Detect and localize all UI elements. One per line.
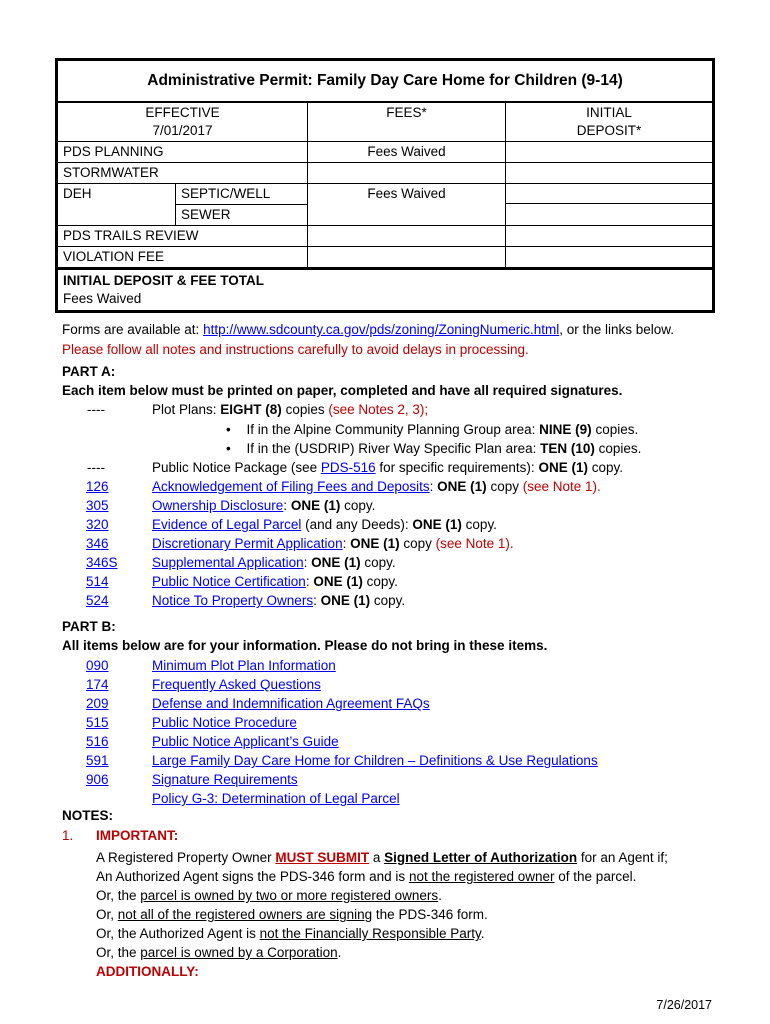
list-item [152,591,405,610]
item-post: copy. [370,593,406,608]
part-b-subheading: All items below are for your information. Please do not bring in these items. [62,638,548,653]
part-a-subheading: Each item below must be printed on paper, completed and have all required signatures. [62,383,623,398]
sewer: SEWER [181,207,231,222]
form-code-link[interactable]: 305 [86,498,109,513]
item-post: copy [399,536,436,551]
item-mid: : [429,479,438,494]
item-mid: : [305,574,314,589]
public-notice-line: Public Notice Package (see PDS-516 for specific requirements): ONE (1) copy. [152,460,623,475]
bullet-river-way: • If in the (USDRIP) River Way Specific Plan area: TEN (10) copies. [226,439,641,458]
plot-plans-line: Plot Plans: EIGHT (8) copies (see Notes 2, 3); [152,402,429,417]
form-title-link[interactable]: Signature Requirements [152,772,298,787]
form-code-link[interactable]: 320 [86,517,109,532]
row-total [58,269,712,310]
list-item [152,770,298,789]
note-1-number: 1. [62,828,74,843]
list-item [152,694,430,713]
plot-plan-code: ---- [87,402,105,417]
total-label: INITIAL DEPOSIT & FEE TOTAL [63,273,265,288]
pds-516-link[interactable]: PDS-516 [320,460,376,475]
list-item [152,732,339,751]
list-item [152,553,396,572]
item-bold: ONE (1) [320,593,371,608]
list-item [152,789,400,808]
item-note: (see Note 1). [435,536,514,551]
list-item [152,496,375,515]
item-note: (see Note 1). [522,479,601,494]
form-code-link[interactable]: 346S [86,555,118,570]
form-title-link[interactable]: Public Notice Procedure [152,715,297,730]
list-item [152,713,297,732]
form-code-link[interactable]: 346 [86,536,109,551]
form-title-link[interactable]: Notice To Property Owners [152,593,314,608]
notes-heading: NOTES: [62,808,114,823]
form-title-link[interactable]: Frequently Asked Questions [152,677,321,692]
form-code-link[interactable]: 126 [86,479,109,494]
bullet-alpine: • If in the Alpine Community Planning Group area: NINE (9) copies. [226,420,638,439]
item-post: copy [486,479,523,494]
header-effective: EFFECTIVE 7/01/2017 [58,103,308,141]
form-title-link[interactable]: Supplemental Application [152,555,304,570]
list-item [152,572,398,591]
form-title-link[interactable]: Acknowledgement of Filing Fees and Deposits [152,479,430,494]
item-bold: ONE (1) [311,555,361,570]
row-deh: DEH SEPTIC/WELL SEWER Fees Waived [58,184,712,226]
list-item [152,534,514,553]
note-1-line-3: Or, the parcel is owned by two or more registered owners. [96,888,442,903]
form-title-link[interactable]: Large Family Day Care Home for Children – Definitions & Use Regulations [152,753,598,768]
item-bold: ONE (1) [290,498,341,513]
list-item [152,656,336,675]
footer-date: 7/26/2017 [656,998,712,1012]
item-post: copy. [461,517,497,532]
note-1-title: IMPORTANT: [96,828,179,843]
form-code-link[interactable]: 090 [86,658,109,673]
item-mid: : [283,498,291,513]
table-title: Administrative Permit: Family Day Care Home for Children (9-14) [58,61,712,103]
item-bold: ONE (1) [350,536,400,551]
form-title-link[interactable]: Ownership Disclosure [152,498,284,513]
form-title-link[interactable]: Defense and Indemnification Agreement FAQs [152,696,430,711]
total-value: Fees Waived [63,291,142,306]
form-code-link[interactable]: 524 [86,593,109,608]
form-code-link[interactable]: 515 [86,715,109,730]
form-title-link[interactable]: Discretionary Permit Application [152,536,343,551]
row-trails-review: PDS TRAILS REVIEW [58,226,712,247]
item-bold: ONE (1) [313,574,363,589]
header-fees: FEES* [308,103,506,141]
item-post: copy. [362,574,398,589]
form-code-link[interactable]: 209 [86,696,109,711]
public-notice-code: ---- [87,460,105,475]
septic-well: SEPTIC/WELL [176,184,307,205]
note-1-line-1: A Registered Property Owner MUST SUBMIT a Signed Letter of Authorization for an Agent if; [96,850,668,865]
note-1-additionally: ADDITIONALLY: [96,964,199,979]
form-code-link[interactable]: 174 [86,677,109,692]
note-1-line-2: An Authorized Agent signs the PDS-346 form and is not the registered owner of the parcel. [96,869,637,884]
item-mid: : [313,593,321,608]
item-post: copy. [360,555,396,570]
row-pds-planning: PDS PLANNING Fees Waived [58,142,712,163]
zoning-forms-link[interactable]: http://www.sdcounty.ca.gov/pds/zoning/ZoningNumeric.html [203,322,560,337]
header-initial-deposit: INITIAL DEPOSIT* [576,105,642,138]
table-header-row [58,103,712,142]
row-violation-fee: VIOLATION FEE [58,247,712,269]
form-code-link[interactable]: 514 [86,574,109,589]
part-a-heading: PART A: [62,364,116,379]
row-stormwater: STORMWATER [58,163,712,184]
form-code-link[interactable]: 591 [86,753,109,768]
form-title-link[interactable]: Evidence of Legal Parcel [152,517,302,532]
item-mid: : [342,536,351,551]
note-1-line-5: Or, the Authorized Agent is not the Financially Responsible Party. [96,926,485,941]
list-item [152,477,601,496]
list-item [152,515,497,534]
forms-available-line: Forms are available at: http://www.sdcounty.ca.gov/pds/zoning/ZoningNumeric.html, or the links below. [62,322,675,337]
form-title-link[interactable]: Minimum Plot Plan Information [152,658,336,673]
item-mid: (and any Deeds): [301,517,413,532]
form-code-link[interactable]: 906 [86,772,109,787]
part-b-heading: PART B: [62,619,116,634]
item-mid: : [303,555,312,570]
fee-table [55,58,715,313]
form-code-link[interactable]: 516 [86,734,109,749]
form-title-link[interactable]: Policy G-3: Determination of Legal Parcel [152,791,400,806]
list-item [152,675,321,694]
form-title-link[interactable]: Public Notice Applicant’s Guide [152,734,339,749]
item-bold: ONE (1) [412,517,462,532]
item-bold: ONE (1) [437,479,487,494]
item-post: copy. [340,498,376,513]
note-1-line-4: Or, not all of the registered owners are signing the PDS-346 form. [96,907,488,922]
note-1-line-6: Or, the parcel is owned by a Corporation. [96,945,342,960]
list-item [152,751,598,770]
form-title-link[interactable]: Public Notice Certification [152,574,306,589]
follow-notes-warning: Please follow all notes and instructions carefully to avoid delays in processing. [62,342,529,357]
